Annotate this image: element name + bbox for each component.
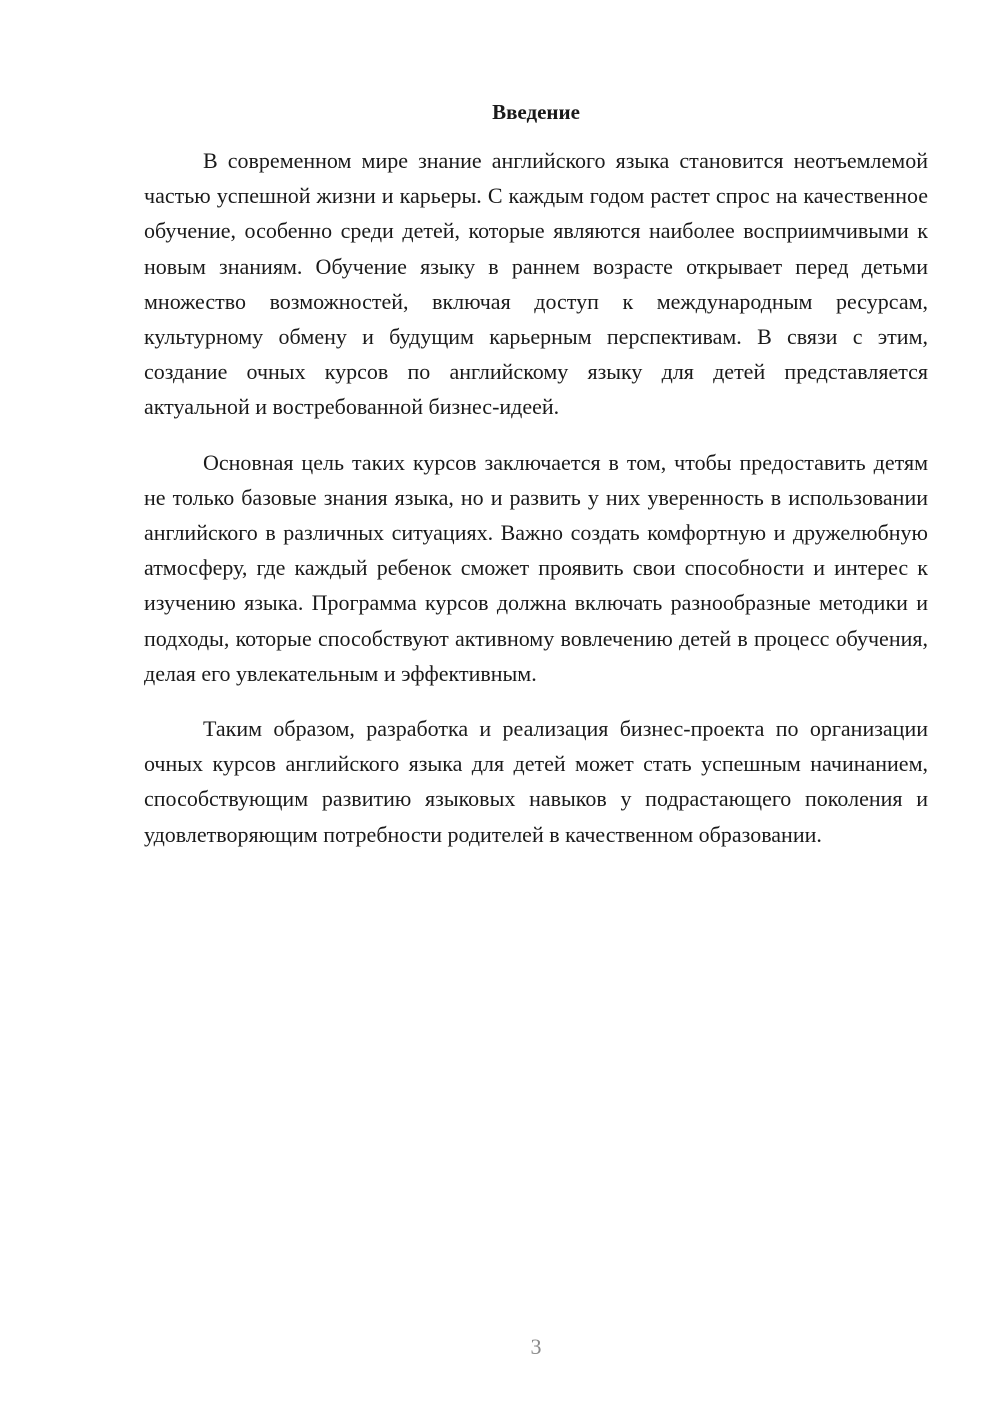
paragraph-3: Таким образом, разработка и реализация бизнес-проекта по организации очных курсов английского языка для детей может стать успешным начинанием, способствующим развитию языковых навыков у подрастающего поколения и удовлетворяющим потребности родителей в качественном образовании. (144, 716, 928, 847)
body-text (144, 143, 928, 872)
paragraph-2: Основная цель таких курсов заключается в том, чтобы предоставить детям не только базовые знания языка, но и развить у них уверенность в использовании английского в различных ситуациях. Важно создать комфортную и дружелюбную атмосферу, где каждый ребенок сможет проявить свои способности и интерес к изучению языка. Программа курсов должна включать разнообразные методики и подходы, которые способствуют активному вовлечению детей в процесс обучения, делая его увлекательным и эффективным. (144, 449, 928, 686)
section-title: Введение (492, 100, 580, 124)
paragraph-1: В современном мире знание английского языка становится неотъемлемой частью успешной жизни и карьеры. С каждым годом растет спрос на качественное обучение, особенно среди детей, которые являются наиболее восприимчивыми к новым знаниям. Обучение языку в раннем возрасте открывает перед детьми множество возможностей, включая доступ к международным ресурсам, культурному обмену и будущим карьерным перспективам. В связи с этим, создание очных курсов по английскому языку для детей представляется актуальной и востребованной бизнес-идеей. (144, 148, 928, 420)
page-number: 3 (530, 1334, 542, 1359)
